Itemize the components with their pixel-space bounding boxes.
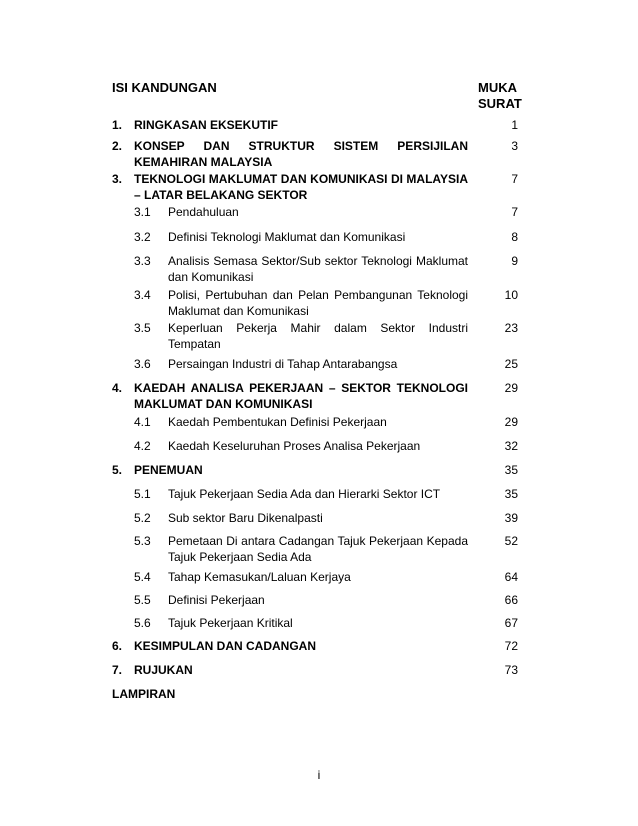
toc-entry-page: 66: [504, 593, 518, 607]
toc-entry-title: KESIMPULAN DAN CADANGAN: [134, 639, 316, 653]
toc-entry-number: 4.1: [134, 415, 151, 429]
toc-entry-title: Tajuk Pekerjaan Kritikal: [168, 616, 293, 630]
toc-entry-page: 73: [504, 663, 518, 677]
toc-entry-page: 29: [504, 415, 518, 429]
toc-entry-number: 5.2: [134, 511, 151, 525]
toc-entry-title: Pendahuluan: [168, 205, 239, 219]
toc-entry: [0, 638, 638, 656]
toc-entry-title: Pemetaan Di antara Cadangan Tajuk Pekerjaan Kepada: [168, 534, 468, 548]
toc-entry-page: 25: [504, 357, 518, 371]
toc-entry-page: 3: [511, 139, 518, 153]
toc-entry-title: Kaedah Pembentukan Definisi Pekerjaan: [168, 415, 387, 429]
toc-entry-number: 3.1: [134, 205, 151, 219]
toc-entry-number: 3.3: [134, 254, 151, 268]
toc-entry-title: Polisi, Pertubuhan dan Pelan Pembangunan Teknologi: [168, 288, 468, 302]
toc-entry: [0, 686, 638, 704]
toc-entry: [0, 533, 638, 567]
toc-entry-title: Keperluan Pekerja Mahir dalam Sektor Industri: [168, 321, 468, 335]
toc-entry-title-continued: KEMAHIRAN MALAYSIA: [134, 155, 273, 169]
toc-entry-page: 32: [504, 439, 518, 453]
toc-entry-number: 1.: [112, 118, 123, 132]
toc-entry-number: 3.5: [134, 321, 151, 335]
toc-entry-page: 23: [504, 321, 518, 335]
toc-entry-page: 72: [504, 639, 518, 653]
toc-entry: [0, 662, 638, 680]
toc-entry: [0, 171, 638, 205]
toc-entry-number: 5.: [112, 463, 123, 477]
toc-entry-title: Analisis Semasa Sektor/Sub sektor Teknologi Maklumat: [168, 254, 468, 268]
page-number: i: [317, 768, 321, 782]
toc-entry-title: RINGKASAN EKSEKUTIF: [134, 118, 279, 132]
toc-entry: [0, 380, 638, 414]
toc-entry: [0, 229, 638, 247]
toc-entry-page: 64: [504, 570, 518, 584]
toc-entry: [0, 117, 638, 135]
toc-entry: [0, 615, 638, 633]
page-column-heading-line2: SURAT: [478, 96, 522, 111]
toc-entry-number: 5.4: [134, 570, 151, 584]
toc-entry-title-continued: MAKLUMAT DAN KOMUNIKASI: [134, 397, 313, 411]
toc-entry-title-continued: Tempatan: [168, 337, 221, 351]
toc-entry: [0, 462, 638, 480]
toc-entry-title: TEKNOLOGI MAKLUMAT DAN KOMUNIKASI DI MALAYSIA: [134, 172, 468, 186]
toc-entry-page: 35: [504, 487, 518, 501]
toc-entry-page: 7: [511, 205, 518, 219]
toc-entry-page: 35: [504, 463, 518, 477]
toc-entry-title: Kaedah Keseluruhan Proses Analisa Pekerjaan: [168, 439, 421, 453]
toc-entry-number: 3.6: [134, 357, 151, 371]
toc-entry-title: KAEDAH ANALISA PEKERJAAN – SEKTOR TEKNOLOGI: [134, 381, 468, 395]
toc-entry-number: 3.: [112, 172, 123, 186]
page-column-heading-line1: MUKA: [478, 80, 517, 95]
toc-entry-title: Definisi Teknologi Maklumat dan Komunikasi: [168, 230, 406, 244]
toc-entry-number: 3.2: [134, 230, 151, 244]
toc-entry-number: 4.2: [134, 439, 151, 453]
toc-entry-title-continued: dan Komunikasi: [168, 270, 254, 284]
toc-entry-title: PENEMUAN: [134, 463, 203, 477]
toc-entry-title: LAMPIRAN: [112, 687, 176, 701]
toc-entry-number: 7.: [112, 663, 123, 677]
toc-entry: [0, 356, 638, 374]
toc-entry-title: Persaingan Industri di Tahap Antarabangsa: [168, 357, 398, 371]
toc-entry-title: Sub sektor Baru Dikenalpasti: [168, 511, 323, 525]
toc-entry-page: 10: [504, 288, 518, 302]
toc-entry-number: 5.3: [134, 534, 151, 548]
toc-entry-page: 52: [504, 534, 518, 548]
toc-entry-title: Tajuk Pekerjaan Sedia Ada dan Hierarki Sektor ICT: [168, 487, 441, 501]
toc-entry: [0, 253, 638, 287]
toc-entry-title-continued: – LATAR BELAKANG SEKTOR: [134, 188, 308, 202]
toc-entry-page: 8: [511, 230, 518, 244]
toc-entry-number: 2.: [112, 139, 123, 153]
toc-entry: [0, 287, 638, 321]
toc-entry-number: 5.5: [134, 593, 151, 607]
toc-entry-page: 67: [504, 616, 518, 630]
toc-entry-number: 3.4: [134, 288, 151, 302]
toc-entry: [0, 592, 638, 610]
toc-entry-page: 9: [511, 254, 518, 268]
toc-entry-title: Definisi Pekerjaan: [168, 593, 265, 607]
toc-entry: [0, 438, 638, 456]
toc-entry: [0, 510, 638, 528]
toc-entry: [0, 320, 638, 354]
toc-entry-title-continued: Tajuk Pekerjaan Sedia Ada: [168, 550, 312, 564]
toc-entry-title: KONSEP DAN STRUKTUR SISTEM PERSIJILAN: [134, 139, 468, 153]
toc-entry-title-continued: Maklumat dan Komunikasi: [168, 304, 309, 318]
toc-entry-page: 29: [504, 381, 518, 395]
toc-entry-number: 6.: [112, 639, 123, 653]
toc-entry-title: Tahap Kemasukan/Laluan Kerjaya: [168, 570, 351, 584]
toc-entry: [0, 569, 638, 587]
toc-entry-title: RUJUKAN: [134, 663, 193, 677]
toc-entry: [0, 204, 638, 222]
toc-entry-page: 1: [511, 118, 518, 132]
toc-heading: ISI KANDUNGAN: [112, 80, 217, 95]
toc-entry-number: 5.6: [134, 616, 151, 630]
toc-entry-page: 7: [511, 172, 518, 186]
toc-entry-page: 39: [504, 511, 518, 525]
page-column-heading: [478, 80, 538, 112]
toc-entry-number: 4.: [112, 381, 123, 395]
toc-entry: [0, 486, 638, 504]
toc-entry: [0, 414, 638, 432]
toc-entry-number: 5.1: [134, 487, 151, 501]
toc-entry: [0, 138, 638, 172]
